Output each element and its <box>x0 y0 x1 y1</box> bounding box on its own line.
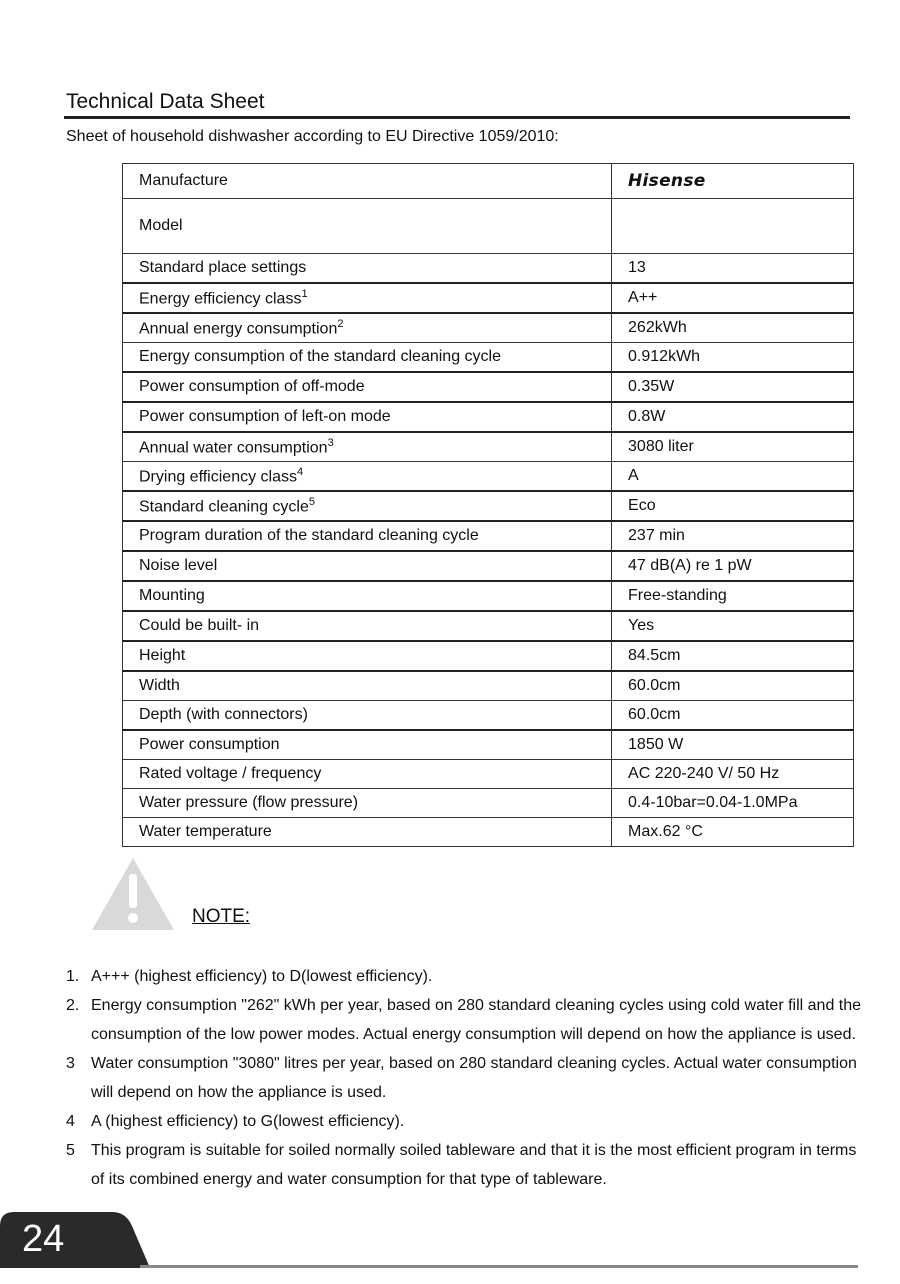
list-item-number: 1. <box>66 968 80 985</box>
spec-label-text: Depth (with connectors) <box>139 706 308 723</box>
table-row <box>123 313 854 343</box>
spec-value-text: 0.4-10bar=0.04-1.0MPa <box>628 794 798 811</box>
table-row <box>123 343 854 373</box>
spec-value <box>612 521 854 551</box>
spec-label <box>123 313 612 343</box>
spec-label <box>123 671 612 701</box>
spec-label-text: Energy efficiency class <box>139 290 302 308</box>
spec-label <box>123 818 612 847</box>
spec-value-text: A++ <box>628 289 658 306</box>
spec-value-text: 1850 W <box>628 736 684 753</box>
spec-value <box>612 789 854 818</box>
list-item-text: A+++ (highest efficiency) to D(lowest efficiency). <box>91 968 433 985</box>
list-item-text: This program is suitable for soiled normally soiled tableware and that it is the most efficient program in terms of its combined energy and water consumption for that type of tableware. <box>91 1142 857 1188</box>
table-row <box>123 641 854 671</box>
spec-label-text: Noise level <box>139 557 218 574</box>
spec-value <box>612 402 854 432</box>
table-row <box>123 462 854 492</box>
spec-value <box>612 611 854 641</box>
table-row <box>123 701 854 731</box>
table-row <box>123 818 854 847</box>
brand-logo-text: Hisense <box>628 171 706 191</box>
spec-label-text: Power consumption of off-mode <box>139 378 365 395</box>
spec-label-text: Annual energy consumption <box>139 320 338 338</box>
spec-label-text: Rated voltage / frequency <box>139 765 322 782</box>
spec-label-text: Program duration of the standard cleaning cycle <box>139 527 479 544</box>
spec-label <box>123 789 612 818</box>
table-row <box>123 164 854 199</box>
list-item <box>66 1136 866 1194</box>
page-title: Technical Data Sheet <box>66 90 265 113</box>
table-row <box>123 199 854 254</box>
list-item-number: 4 <box>66 1113 75 1130</box>
spec-value-text: Eco <box>628 497 656 514</box>
spec-label-text: Could be built- in <box>139 617 260 634</box>
spec-label <box>123 343 612 373</box>
spec-value <box>612 730 854 760</box>
list-item <box>66 962 866 991</box>
footer-divider <box>140 1265 858 1268</box>
spec-label <box>123 701 612 731</box>
spec-label-text: Annual water consumption <box>139 439 328 457</box>
spec-value <box>612 491 854 521</box>
spec-label <box>123 432 612 462</box>
table-row <box>123 611 854 641</box>
spec-value <box>612 818 854 847</box>
spec-value-text: 60.0cm <box>628 706 681 723</box>
page-subtitle: Sheet of household dishwasher according to EU Directive 1059/2010: <box>66 128 559 145</box>
spec-value-text: A <box>628 467 639 484</box>
technical-data-table <box>122 163 854 847</box>
spec-value <box>612 701 854 731</box>
spec-value-text: 0.8W <box>628 408 666 425</box>
spec-label <box>123 581 612 611</box>
table-row <box>123 760 854 789</box>
spec-value <box>612 432 854 462</box>
spec-value <box>612 760 854 789</box>
spec-label <box>123 491 612 521</box>
list-item <box>66 1107 866 1136</box>
spec-value-text: 0.35W <box>628 378 675 395</box>
spec-value <box>612 671 854 701</box>
spec-label-text: Manufacture <box>139 172 228 189</box>
spec-value <box>612 372 854 402</box>
table-row <box>123 432 854 462</box>
spec-label <box>123 760 612 789</box>
note-heading: NOTE: <box>192 906 251 927</box>
spec-label <box>123 551 612 581</box>
spec-label <box>123 199 612 254</box>
spec-value-text: Free-standing <box>628 587 727 604</box>
page-number: 24 <box>22 1218 65 1260</box>
footnote-marker: 4 <box>296 465 304 478</box>
footnote-marker: 3 <box>327 436 334 449</box>
spec-label-text: Energy consumption of the standard cleaning cycle <box>139 348 501 365</box>
spec-value <box>612 641 854 671</box>
spec-value-text: 262kWh <box>628 319 687 336</box>
table-row <box>123 491 854 521</box>
spec-value <box>612 551 854 581</box>
spec-label-text: Power consumption <box>139 736 280 753</box>
list-item-text: Water consumption "3080" litres per year, based on 280 standard cleaning cycles. Actual water consumption will depend on how the appliance is used. <box>91 1055 857 1101</box>
spec-value <box>612 343 854 373</box>
table-row <box>123 551 854 581</box>
notes-list <box>66 962 866 1194</box>
spec-value-text: 60.0cm <box>628 677 681 694</box>
spec-value-text: 84.5cm <box>628 647 681 664</box>
spec-value-text: 13 <box>628 259 646 276</box>
spec-value-text: Max.62 °C <box>628 823 703 840</box>
spec-label-text: Height <box>139 647 186 664</box>
list-item-text: A (highest efficiency) to G(lowest efficiency). <box>91 1113 405 1130</box>
table-row <box>123 254 854 284</box>
spec-value-text: 0.912kWh <box>628 348 701 365</box>
spec-label <box>123 641 612 671</box>
table-row <box>123 372 854 402</box>
footnote-marker: 1 <box>301 287 308 300</box>
spec-label-text: Water temperature <box>139 823 272 840</box>
spec-label-text: Drying efficiency class <box>139 468 297 486</box>
spec-value-text: AC 220-240 V/ 50 Hz <box>628 765 780 782</box>
list-item-number: 5 <box>66 1142 75 1159</box>
table-row <box>123 581 854 611</box>
list-item <box>66 991 866 1049</box>
spec-label <box>123 402 612 432</box>
spec-label <box>123 521 612 551</box>
footnote-marker: 2 <box>337 317 344 330</box>
list-item-number: 2. <box>66 997 80 1014</box>
spec-label <box>123 283 612 313</box>
brand-logo <box>612 164 854 199</box>
spec-label-text: Power consumption of left-on mode <box>139 408 391 425</box>
spec-value <box>612 581 854 611</box>
spec-label-text: Water pressure (flow pressure) <box>139 794 359 811</box>
spec-label-text: Width <box>139 677 180 694</box>
table-row <box>123 521 854 551</box>
title-divider <box>64 116 850 119</box>
spec-label <box>123 462 612 492</box>
spec-label-text: Model <box>139 217 183 234</box>
table-row <box>123 402 854 432</box>
list-item-text: Energy consumption "262" kWh per year, based on 280 standard cleaning cycles using cold water fill and the consumption of the low power modes. Actual energy consumption will depend on how the appliance is used. <box>91 997 862 1043</box>
spec-label-text: Mounting <box>139 587 205 604</box>
list-item <box>66 1049 866 1107</box>
spec-label <box>123 372 612 402</box>
spec-label-text: Standard place settings <box>139 259 307 276</box>
table-row <box>123 671 854 701</box>
spec-value-text: 47 dB(A) re 1 pW <box>628 557 752 574</box>
spec-value-text: 237 min <box>628 527 685 544</box>
footnote-marker: 5 <box>308 495 316 508</box>
table-row <box>123 730 854 760</box>
spec-value <box>612 462 854 492</box>
spec-value <box>612 254 854 284</box>
spec-value-text: Yes <box>628 617 655 634</box>
spec-value <box>612 313 854 343</box>
spec-label <box>123 254 612 284</box>
list-item-number: 3 <box>66 1055 75 1072</box>
table-row <box>123 789 854 818</box>
warning-icon <box>90 856 176 932</box>
spec-value-text: 3080 liter <box>628 438 694 455</box>
spec-value <box>612 199 854 254</box>
spec-label <box>123 164 612 199</box>
spec-label <box>123 730 612 760</box>
spec-value <box>612 283 854 313</box>
table-row <box>123 283 854 313</box>
spec-label <box>123 611 612 641</box>
spec-label-text: Standard cleaning cycle <box>139 498 309 516</box>
